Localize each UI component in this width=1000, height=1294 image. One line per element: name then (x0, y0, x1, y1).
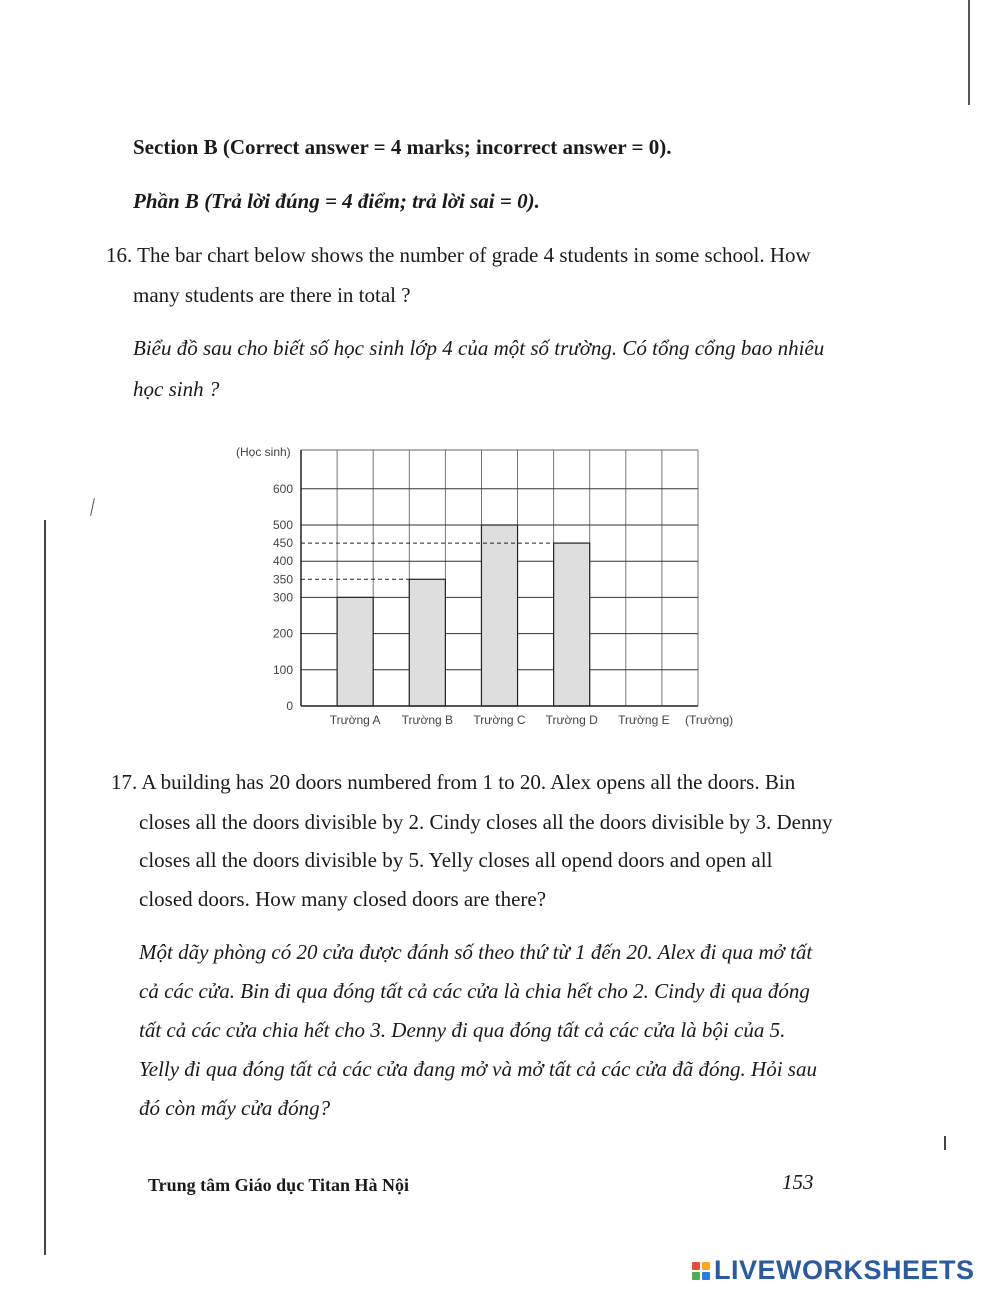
q17-en-line-4: closed doors. How many closed doors are there? (139, 887, 547, 911)
bar-chart (225, 440, 755, 740)
q16-en-line-1: 16. The bar chart below shows the number of grade 4 students in some school. How (106, 243, 811, 267)
page-number: 153 (782, 1170, 814, 1194)
q17-vi-line-1: Một dãy phòng có 20 cửa được đánh số theo thứ từ 1 đến 20. Alex đi qua mở tất (139, 940, 813, 964)
q17-vi-line-2: cả các cửa. Bin đi qua đóng tất cả các cửa là chia hết cho 2. Cindy đi qua đóng (139, 979, 810, 1003)
chart-bars (337, 525, 590, 706)
scan-mark (944, 1136, 946, 1150)
scan-edge-top (968, 0, 970, 105)
x-tick-label: Trường B (401, 713, 454, 727)
y-tick-label: 450 (272, 536, 293, 551)
bar-4 (554, 543, 590, 706)
x-tick-label: Trường E (618, 713, 670, 727)
y-tick-label: 400 (272, 554, 293, 569)
y-tick-label: 100 (272, 662, 293, 677)
bar-2 (409, 579, 445, 706)
q17-vi-line-5: đó còn mấy cửa đóng? (139, 1096, 331, 1120)
x-tick-label: Trường D (545, 713, 598, 727)
q16-en-line-2: many students are there in total ? (133, 283, 411, 307)
x-tick-label: Trường C (473, 713, 526, 727)
section-title-en: Section B (Correct answer = 4 marks; incorrect answer = 0). (133, 135, 672, 159)
q17-en-line-3: closes all the doors divisible by 5. Yelly closes all opend doors and open all (139, 848, 773, 872)
q17-en-line-2: closes all the doors divisible by 2. Cindy closes all the doors divisible by 3. Denny (139, 810, 833, 834)
q17-vi-line-3: tất cả các cửa chia hết cho 3. Denny đi qua đóng tất cả các cửa là bội của 5. (139, 1018, 786, 1042)
bar-1 (337, 597, 373, 706)
liveworksheets-watermark (692, 1255, 975, 1286)
y-tick-label: 500 (272, 518, 293, 532)
y-tick-label: 600 (272, 481, 293, 496)
y-axis-title: (Học sinh) (236, 445, 291, 459)
chart-labels (273, 482, 670, 727)
x-tick-label: Trường A (329, 713, 381, 727)
section-title-vi: Phần B (Trả lời đúng = 4 điểm; trả lời sai = 0). (133, 189, 540, 213)
y-tick-label: 200 (272, 626, 293, 641)
q16-vi-line-1: Biểu đồ sau cho biết số học sinh lớp 4 của một số trường. Có tổng cổng bao nhiêu (133, 336, 825, 360)
scan-edge-left (44, 520, 46, 1255)
liveworksheets-text: LIVEWORKSHEETS (714, 1255, 975, 1285)
scan-mark-left (90, 498, 95, 516)
liveworksheets-logo-icon (692, 1262, 710, 1280)
footer-center-name: Trung tâm Giáo dục Titan Hà Nội (148, 1175, 410, 1195)
y-tick-label: 350 (272, 572, 293, 587)
x-axis-title: (Trường) (685, 713, 734, 727)
bar-3 (481, 525, 517, 706)
q17-en-line-1: 17. A building has 20 doors numbered from 1 to 20. Alex opens all the doors. Bin (111, 770, 796, 794)
y-tick-label: 300 (272, 590, 293, 605)
q16-vi-line-2: học sinh ? (133, 377, 220, 401)
q17-vi-line-4: Yelly đi qua đóng tất cả các cửa đang mở và mở tất cả các cửa đã đóng. Hỏi sau (139, 1057, 817, 1081)
y-tick-label: 0 (286, 699, 293, 713)
